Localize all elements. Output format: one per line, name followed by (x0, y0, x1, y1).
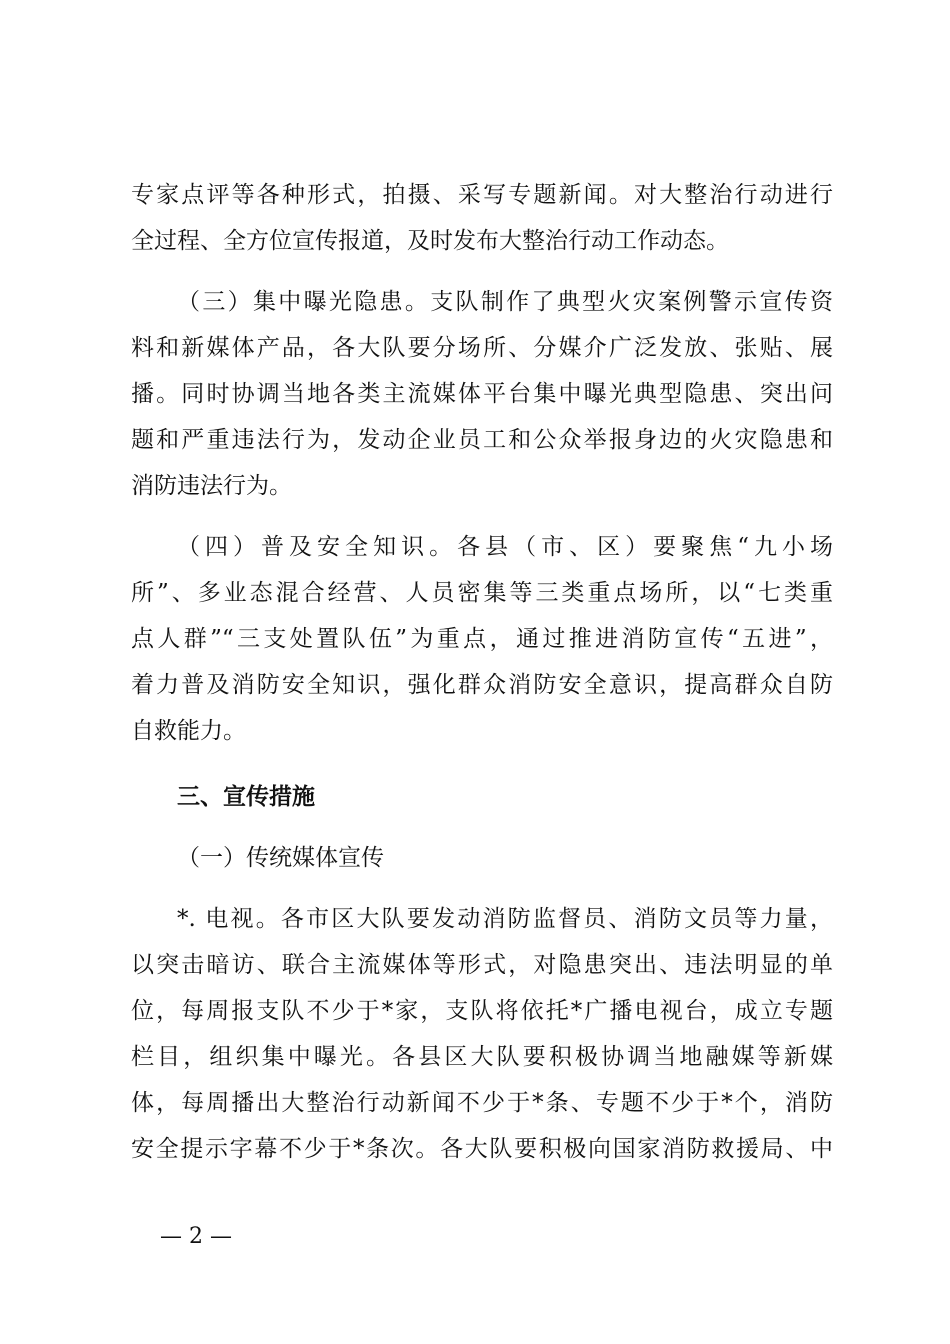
text-line: 体，每周播出大整治行动新闻不少于*条、专题不少于*个，消防 (131, 1090, 833, 1116)
text-line: （三）集中曝光隐患。支队制作了典型火灾案例警示宣传资 (177, 289, 833, 315)
text-line: *. 电视。各市区大队要发动消防监督员、消防文员等力量， (177, 906, 833, 932)
paragraph-expose-hazards (131, 279, 833, 509)
text-line: 着力普及消防安全知识，强化群众消防安全意识，提高群众自防 (131, 672, 833, 698)
document-body (131, 172, 833, 1172)
section-heading: 三、宣传措施 (177, 784, 315, 810)
paragraph-safety-knowledge (131, 524, 833, 754)
text-line: 安全提示字幕不少于*条次。各大队要积极向国家消防救援局、中 (131, 1136, 833, 1162)
text-line: 栏目，组织集中曝光。各县区大队要积极协调当地融媒等新媒 (131, 1044, 833, 1070)
text-line: 点人群”“三支处置队伍”为重点，通过推进消防宣传“五进”， (131, 626, 833, 652)
text-line: 位，每周报支队不少于*家，支队将依托*广播电视台，成立专题 (131, 998, 833, 1024)
text-line: 题和严重违法行为，发动企业员工和公众举报身边的火灾隐患和 (131, 427, 833, 453)
paragraph-television (131, 896, 833, 1172)
text-line: （四）普及安全知识。各县（市、区）要聚焦“九小场 (177, 534, 833, 560)
text-line: 全过程、全方位宣传报道，及时发布大整治行动工作动态。 (131, 228, 729, 254)
subsection-heading: （一）传统媒体宣传 (177, 845, 384, 871)
text-line: 消防违法行为。 (131, 473, 292, 499)
text-line: 所”、多业态混合经营、人员密集等三类重点场所，以“七类重 (131, 580, 833, 606)
paragraph-media-reporting (131, 172, 833, 264)
text-line: 料和新媒体产品，各大队要分场所、分媒介广泛发放、张贴、展 (131, 335, 833, 361)
text-line: 以突击暗访、联合主流媒体等形式，对隐患突出、违法明显的单 (131, 952, 833, 978)
text-line: 自救能力。 (131, 718, 246, 744)
text-line: 专家点评等各种形式，拍摄、采写专题新闻。对大整治行动进行 (131, 182, 833, 208)
page-number: — 2 — (160, 1224, 232, 1249)
text-line: 播。同时协调当地各类主流媒体平台集中曝光典型隐患、突出问 (131, 381, 833, 407)
